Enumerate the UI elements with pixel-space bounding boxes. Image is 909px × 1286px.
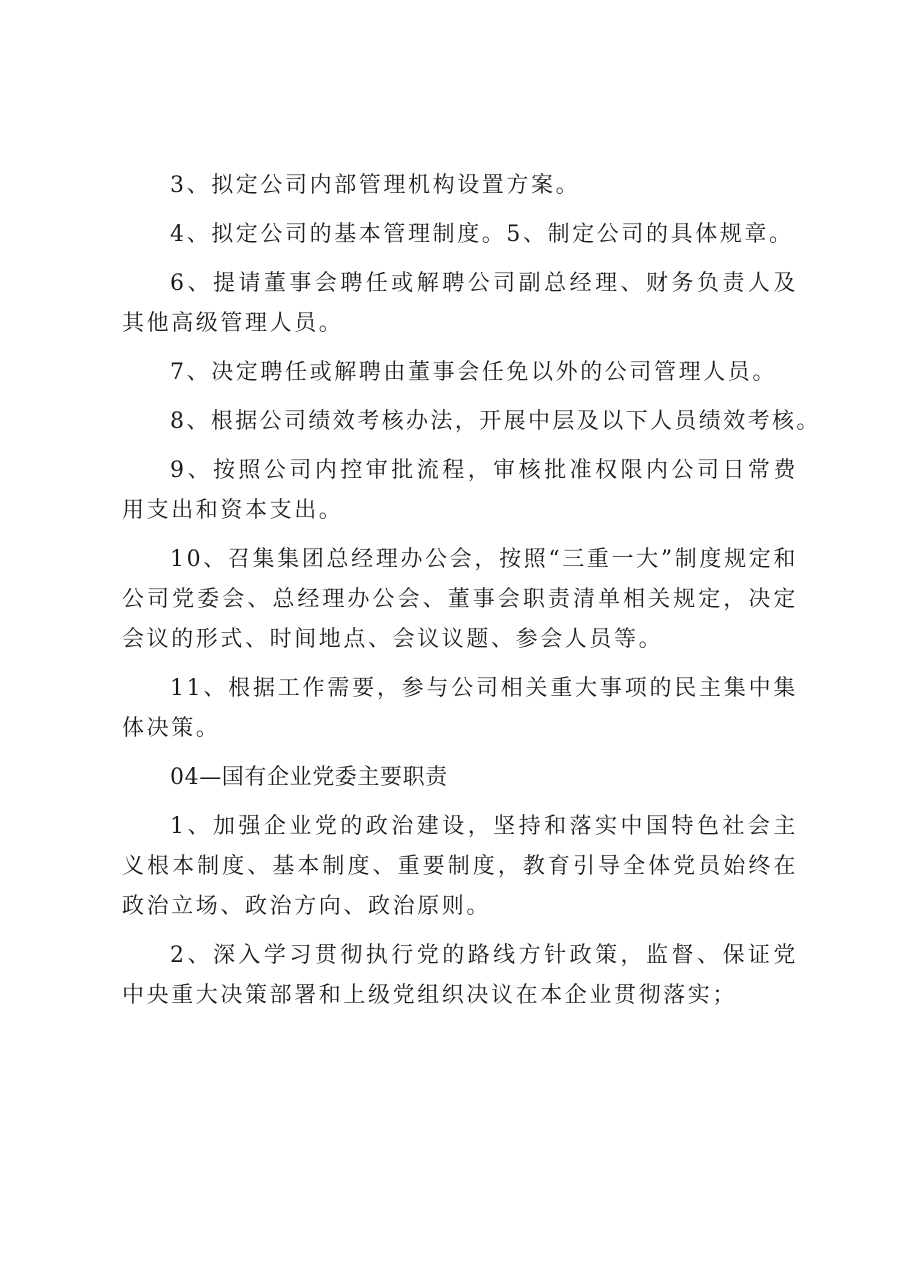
paragraph-item-7: 7、决定聘任或解聘由董事会任免以外的公司管理人员。 [170, 360, 777, 385]
duty-item-2: 2、深入学习贯彻执行党的路线方针政策，监督、保证党中央重大决策部署和上级党组织决议在本企业贯彻落实； [122, 943, 798, 1008]
document-body [122, 166, 821, 1025]
paragraph-items-4-5: 4、拟定公司的基本管理制度。5、制定公司的具体规章。 [170, 222, 794, 247]
paragraph-item-3: 3、拟定公司内部管理机构设置方案。 [170, 173, 581, 198]
duty-item-1: 1、加强企业党的政治建设，坚持和落实中国特色社会主义根本制度、基本制度、重要制度，教育引导全体党员始终在政治立场、政治方向、政治原则。 [122, 814, 798, 919]
section-heading: 04—国有企业党委主要职责 [170, 765, 448, 790]
paragraph-item-11: 11、根据工作需要，参与公司相关重大事项的民主集中集体决策。 [122, 676, 798, 741]
paragraph-item-6: 6、提请董事会聘任或解聘公司副总经理、财务负责人及其他高级管理人员。 [122, 271, 798, 336]
paragraph-item-8: 8、根据公司绩效考核办法，开展中层及以下人员绩效考核。 [170, 409, 821, 434]
paragraph-item-10: 10、召集集团总经理办公会，按照“三重一大”制度规定和公司党委会、总经理办公会、董事会职责清单相关规定，决定会议的形式、时间地点、会议议题、参会人员等。 [122, 547, 798, 652]
paragraph-item-9: 9、按照公司内控审批流程，审核批准权限内公司日常费用支出和资本支出。 [122, 458, 798, 523]
